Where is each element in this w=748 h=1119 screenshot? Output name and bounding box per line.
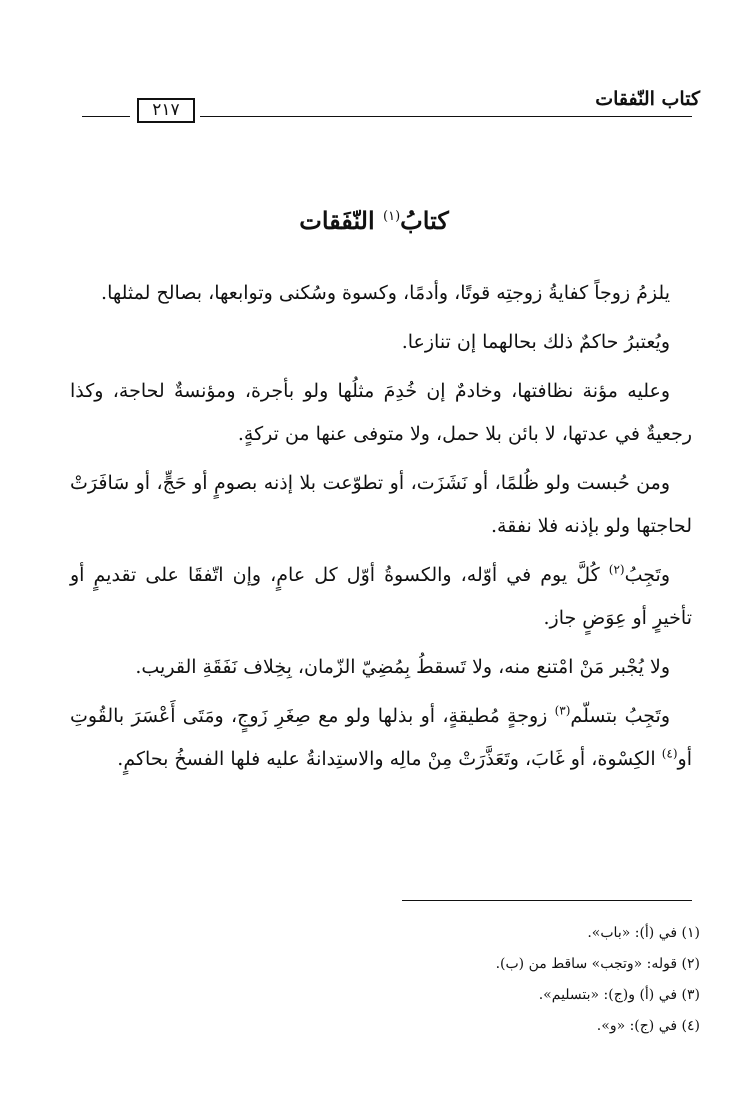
- paragraph: [70, 695, 692, 781]
- paragraph-text: ويُعتبرُ حاكمٌ ذلك بحالهما إن تنازعا.: [401, 331, 670, 353]
- footnote: [60, 918, 700, 949]
- paragraph-text: كُلَّ يوم في أوّله، والكسوةُ أوّل كل عامٍ، وإن اتّفقَا على تقديمٍ أو تأخيرٍ أو عِوَضٍ جاز.: [70, 564, 692, 629]
- footnote-ref: (٢): [608, 562, 625, 577]
- paragraph-text: زوجةٍ مُطيقةٍ، أو بذلها ولو مع صِغَرِ زَوجٍ، ومَتَى أَعْسَرَ بالقُوتِ أو: [70, 705, 692, 770]
- footnote: [60, 1011, 700, 1042]
- chapter-title-rest: النّفَقات: [299, 206, 375, 235]
- paragraph: [70, 646, 692, 689]
- paragraph: [70, 272, 692, 315]
- page-number: ٢١٧: [152, 100, 180, 120]
- running-title: كتاب النّفقات: [595, 88, 700, 110]
- footnote-text: في (أ): «باب».: [587, 925, 678, 941]
- footnotes: [60, 918, 700, 1042]
- paragraph-text: وعليه مؤنة نظافتها، وخادمٌ إن خُدِمَ مثلُها ولو بأجرة، ومؤنسةٌ لحاجة، وكذا رجعيةٌ في عدتها، لا بائن بلا حمل، ولا متوفى عنها من تركةٍ.: [70, 380, 692, 445]
- chapter-title: [0, 206, 748, 235]
- header-rule: [200, 116, 692, 117]
- body-text: [70, 272, 692, 787]
- footnote-text: في (أ) و(ج): «بتسليم».: [538, 987, 678, 1003]
- footnote-number: (٢): [681, 956, 700, 972]
- footnote-ref: (٣): [554, 703, 571, 718]
- paragraph-text: يلزمُ زوجاً كفايةُ زوجتِه قوتًا، وأدمًا، وكسوة وسُكنى وتوابعها، بصالح لمثلها.: [101, 282, 670, 304]
- footnote-ref: (٤): [661, 746, 678, 761]
- paragraph-text: وتَجِبُ بتسلّم: [570, 705, 670, 727]
- chapter-footnote-ref: (١): [383, 209, 401, 224]
- page-number-box: [137, 98, 195, 123]
- paragraph-text: ولا يُجْبر مَنْ امْتنع منه، ولا تَسقطُ بِمُضِيّ الزّمان، بِخِلاف نَفَقَةِ القريب.: [135, 656, 670, 678]
- paragraph-text: ومن حُبست ولو ظُلمًا، أو نَشَزَت، أو تطوّعت بلا إذنه بصومٍ أو حَجٍّ، أو سَافَرَتْ لحاجتها ولو بإذنه فلا نفقة.: [70, 472, 692, 537]
- chapter-title-word: كتابُ: [400, 206, 449, 235]
- footnote-number: (٤): [681, 1018, 700, 1034]
- footnote: [60, 980, 700, 1011]
- footnote-number: (١): [681, 925, 700, 941]
- paragraph-text: الكِسْوة، أو غَابَ، وتَعَذَّرَتْ مِنْ مالِه والاستِدانةُ عليه فلها الفسخُ بحاكمٍ.: [117, 748, 662, 770]
- paragraph: [70, 462, 692, 548]
- footnote-text: في (ج): «و».: [596, 1018, 678, 1034]
- paragraph: [70, 321, 692, 364]
- paragraph: [70, 554, 692, 640]
- footnote-text: قوله: «وتجب» ساقط من (ب).: [495, 956, 678, 972]
- header-rule-short: [82, 116, 130, 117]
- paragraph-text: وتَجِبُ: [624, 564, 670, 586]
- footnote-separator: [402, 900, 692, 901]
- footnote-number: (٣): [681, 987, 700, 1003]
- paragraph: [70, 370, 692, 456]
- footnote: [60, 949, 700, 980]
